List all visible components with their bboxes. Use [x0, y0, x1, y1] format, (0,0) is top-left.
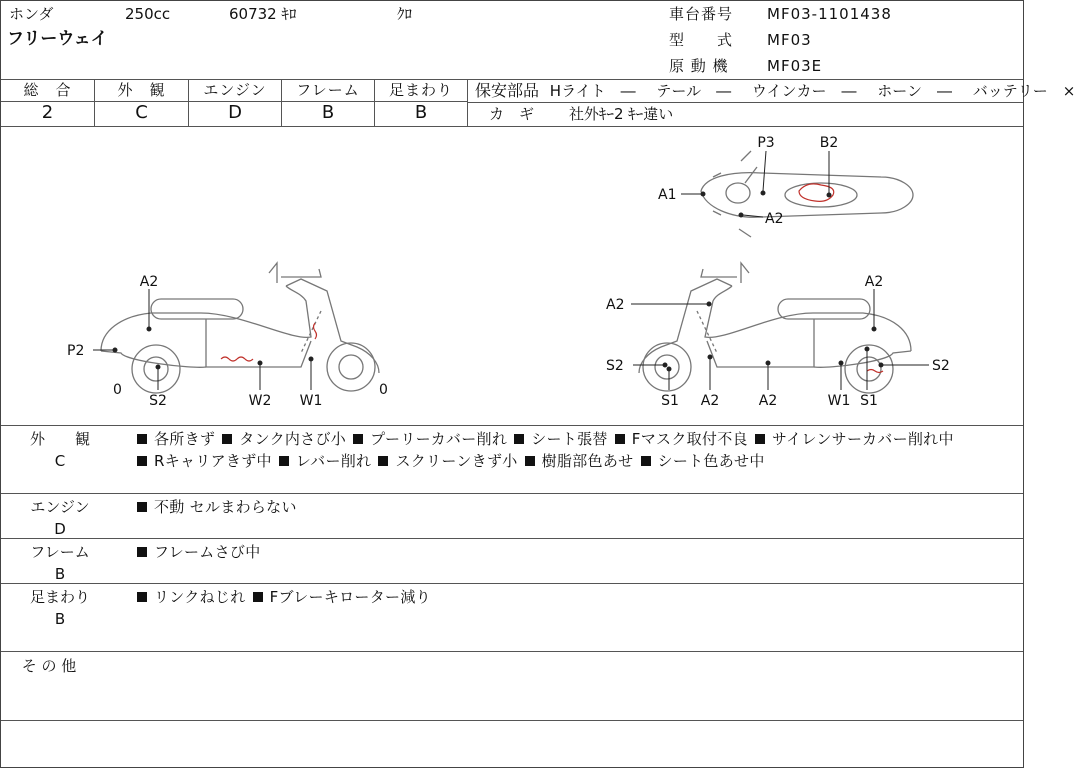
safety-title: 保安部品 — [475, 81, 540, 100]
section-grade: C — [54, 452, 66, 470]
note-item: Rキャリアきず中 — [154, 452, 272, 470]
note-item: Fマスク取付不良 — [631, 430, 748, 448]
note-item: タンク内さび小 — [239, 430, 347, 448]
diagram-label: S1 — [860, 393, 878, 409]
note-item: サイレンサーカバー削れ中 — [771, 430, 954, 448]
note-item: Fブレーキローター減り — [269, 588, 431, 606]
grade-engine — [189, 80, 281, 126]
section-suspension-label — [1, 586, 119, 630]
diagram-label: W1 — [827, 393, 851, 409]
safety-parts — [475, 82, 1075, 100]
frame-no-label: 車台番号 — [669, 5, 734, 23]
diagram-label: W1 — [299, 393, 323, 409]
frame-no: MF03-1101438 — [767, 5, 892, 23]
grade-value: 2 — [41, 102, 54, 123]
section-other-label — [1, 655, 97, 677]
diagram-label: A2 — [700, 393, 720, 409]
diagram-label: A2 — [606, 297, 625, 313]
section-grade: B — [54, 610, 66, 628]
grade-value: B — [321, 102, 335, 123]
diagram-label: W2 — [248, 393, 272, 409]
section-engine-notes — [135, 496, 1011, 518]
maker: ホンダ — [9, 5, 54, 23]
diagram-label: A1 — [658, 187, 677, 203]
grade-value: C — [135, 102, 148, 123]
scooter-left-rear-wheel — [132, 345, 180, 393]
scooter-right-front-wheel — [643, 343, 691, 391]
section-grade: D — [54, 520, 66, 538]
grade-label: エンジン — [203, 81, 267, 99]
engine-label: 原 動 機 — [669, 57, 729, 75]
key-label: カ ギ — [489, 105, 535, 123]
section-exterior-label — [1, 428, 119, 472]
grade-suspension — [375, 80, 467, 126]
grade-label: フレーム — [296, 81, 360, 99]
damage-mark — [314, 323, 317, 339]
section-frame-notes — [135, 541, 1011, 563]
grade-overall — [1, 80, 94, 126]
damage-marks — [221, 184, 883, 373]
note-item: シート色あせ中 — [657, 452, 765, 470]
section-label: 足まわり — [29, 588, 90, 606]
grade-value: D — [228, 102, 242, 123]
note-item: リンクねじれ — [154, 588, 246, 606]
section-suspension-notes — [135, 586, 1011, 608]
engine-value: MF03E — [767, 57, 823, 75]
diagram-label: P2 — [67, 343, 85, 359]
diagram-label: S2 — [149, 393, 167, 409]
section-grade: B — [54, 565, 66, 583]
safety-item: ホーン ― — [877, 82, 952, 100]
note-item: レバー削れ — [295, 452, 372, 470]
section-exterior-notes — [135, 428, 1011, 472]
mileage: 60732 ｷﾛ — [229, 5, 297, 23]
note-item: フレームさび中 — [154, 543, 261, 561]
diagram-label: A2 — [139, 274, 159, 290]
key-value: 社外ｷｰ2 ｷｰ違い — [569, 105, 674, 123]
color: ｸﾛ — [397, 5, 413, 23]
diagram-label: S1 — [661, 393, 679, 409]
damage-mark — [221, 357, 253, 361]
diagram-label: A2 — [765, 211, 784, 227]
damage-diagram — [1, 127, 1023, 425]
section-label: 外 観 — [29, 430, 90, 448]
diagram-label: A2 — [758, 393, 778, 409]
section-label: エンジン — [30, 498, 90, 516]
scooter-right-rear-wheel — [845, 345, 893, 393]
note-item: 各所きず — [154, 430, 216, 448]
grade-label: 足まわり — [388, 81, 453, 99]
safety-item: テール ― — [656, 82, 732, 100]
safety-item: ウインカー ― — [751, 82, 857, 100]
safety-item: バッテリー × — [972, 82, 1075, 100]
grade-label: 外 観 — [117, 81, 166, 99]
section-label: フレーム — [30, 543, 90, 561]
note-item: プーリーカバー削れ — [370, 430, 508, 448]
section-label: そ の 他 — [21, 657, 77, 675]
note-item: 不動 セルまわらない — [154, 498, 297, 516]
grade-frame — [282, 80, 374, 126]
grade-label: 総 合 — [23, 81, 72, 99]
diagram-label: 0 — [113, 382, 122, 398]
displacement: 250cc — [125, 5, 171, 23]
note-item: スクリーンきず小 — [395, 452, 518, 470]
diagram-label: A2 — [864, 274, 884, 290]
note-item: シート張替 — [531, 430, 608, 448]
type-value: MF03 — [767, 31, 812, 49]
diagram-label: 0 — [379, 382, 388, 398]
grade-exterior — [95, 80, 188, 126]
scooter-top-body — [701, 173, 913, 218]
section-engine-label — [1, 496, 119, 540]
type-label: 型 式 — [669, 31, 734, 49]
model-name: フリーウェイ — [7, 29, 108, 49]
scooter-left-front-wheel — [327, 343, 375, 391]
safety-item: Hライト ― — [549, 82, 636, 100]
note-item: 樹脂部色あせ — [541, 452, 634, 470]
scooter-right-seat — [778, 299, 870, 319]
diagram-label: S2 — [606, 358, 624, 374]
diagram-label: B2 — [819, 135, 839, 151]
diagram-label: S2 — [932, 358, 950, 374]
grade-value: B — [414, 102, 428, 123]
section-frame-label — [1, 541, 119, 585]
diagram-label: P3 — [757, 135, 775, 151]
